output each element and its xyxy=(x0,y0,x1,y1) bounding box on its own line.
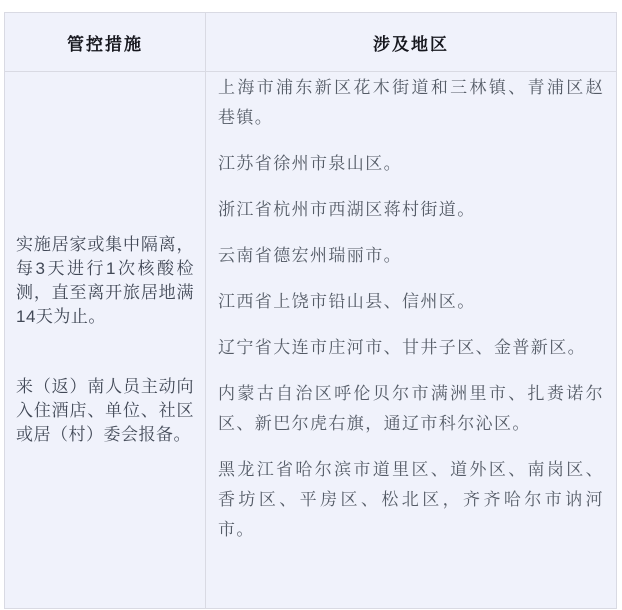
region-text: 江苏省徐州市泉山区。 xyxy=(218,154,402,173)
header-control-measures: 管控措施 xyxy=(5,13,206,72)
region-text: 黑龙江省哈尔滨市道里区、道外区、南岗区、香坊区、平房区、松北区，齐齐哈尔市讷河市。 xyxy=(218,460,604,539)
region-text: 江西省上饶市铅山县、信州区。 xyxy=(218,292,476,311)
measures-cell xyxy=(5,72,206,609)
measure-text: 实施居家或集中隔离，每3天进行1次核酸检测，直至离开旅居地满14天为止。 xyxy=(16,235,194,326)
region-text: 云南省德宏州瑞丽市。 xyxy=(218,246,402,265)
regions-cell xyxy=(206,72,617,609)
region-text: 内蒙古自治区呼伦贝尔市满洲里市、扎赉诺尔区、新巴尔虎右旗，通辽市科尔沁区。 xyxy=(218,384,604,433)
table-header-row xyxy=(5,13,617,72)
control-measures-table xyxy=(4,12,617,609)
table-body-row xyxy=(5,72,617,609)
header-affected-regions: 涉及地区 xyxy=(206,13,617,72)
region-text: 浙江省杭州市西湖区蒋村街道。 xyxy=(218,200,476,219)
measure-text: 来（返）南人员主动向入住酒店、单位、社区或居（村）委会报备。 xyxy=(16,377,194,444)
region-text: 上海市浦东新区花木街道和三林镇、青浦区赵巷镇。 xyxy=(218,78,604,127)
region-text: 辽宁省大连市庄河市、甘井子区、金普新区。 xyxy=(218,338,586,357)
